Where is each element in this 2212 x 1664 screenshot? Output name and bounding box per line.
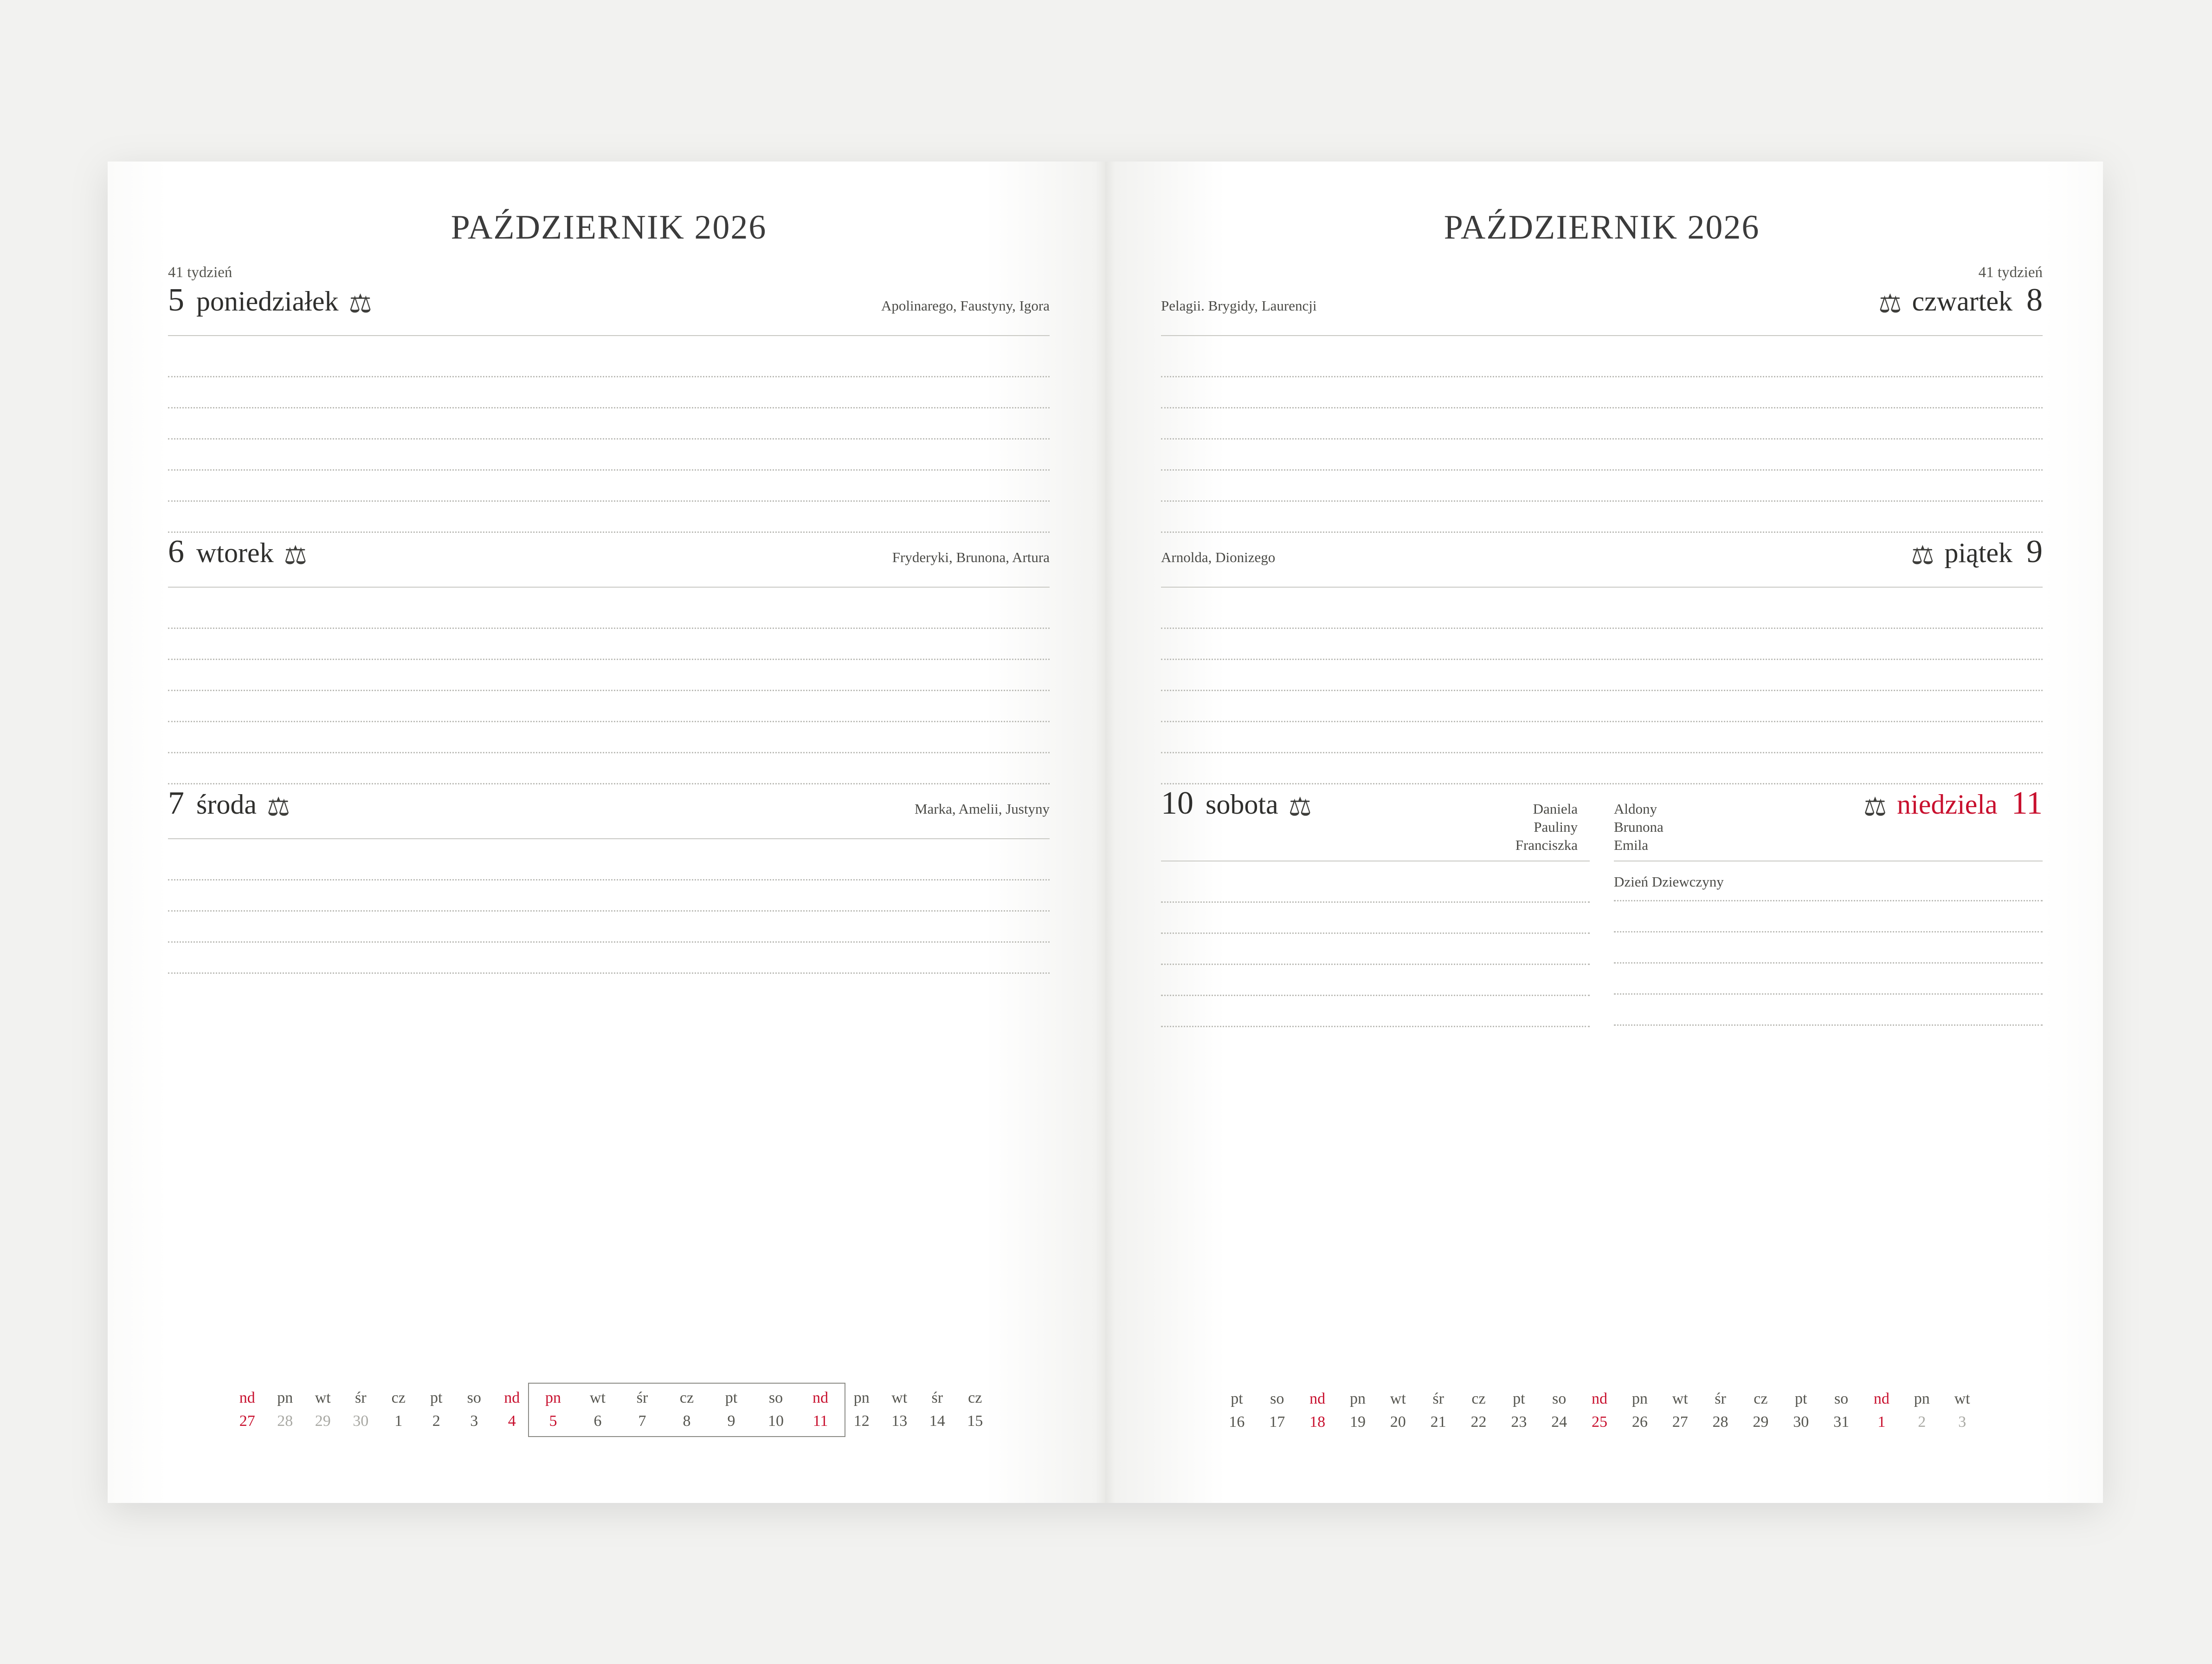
mini-calendar-day[interactable] bbox=[1257, 1387, 1297, 1433]
writing-line[interactable] bbox=[1161, 598, 2043, 629]
day-entry-saturday[interactable] bbox=[1161, 787, 1602, 1027]
mini-calendar-dow: cz bbox=[1754, 1390, 1768, 1408]
mini-calendar-date: 28 bbox=[1712, 1413, 1728, 1431]
mini-calendar-day[interactable] bbox=[1862, 1387, 1902, 1433]
mini-calendar-date: 30 bbox=[353, 1412, 369, 1430]
mini-calendar-dow: pt bbox=[1513, 1390, 1525, 1408]
day-name-thursday: czwartek bbox=[1912, 286, 2012, 317]
mini-calendar-dow: so bbox=[467, 1389, 481, 1407]
mini-calendar-day[interactable] bbox=[455, 1386, 493, 1433]
day-header-tuesday bbox=[168, 536, 1050, 588]
day-number-saturday: 10 bbox=[1161, 785, 1193, 821]
mini-calendar-day[interactable] bbox=[342, 1386, 380, 1433]
namedays-wednesday: Marka, Amelii, Justyny bbox=[914, 801, 1050, 817]
left-week-label-row bbox=[168, 264, 1050, 281]
mini-calendar-dow: śr bbox=[636, 1389, 648, 1407]
writing-line[interactable] bbox=[168, 943, 1050, 974]
namedays-tuesday: Fryderyki, Brunona, Artura bbox=[892, 549, 1050, 565]
mini-calendar-dow: wt bbox=[1390, 1390, 1406, 1408]
day-name-saturday: sobota bbox=[1206, 789, 1278, 820]
mini-calendar-day[interactable] bbox=[1458, 1387, 1499, 1433]
nameday-item: Emila bbox=[1614, 836, 1649, 853]
day-name-monday: poniedziałek bbox=[196, 286, 339, 317]
writing-lines-wednesday[interactable] bbox=[168, 839, 1050, 974]
mini-calendar-dow: śr bbox=[1715, 1390, 1726, 1408]
writing-line[interactable] bbox=[1161, 471, 2043, 502]
mini-calendar-dow: pn bbox=[1349, 1390, 1366, 1408]
nameday-item: Daniela bbox=[1533, 801, 1578, 817]
writing-line[interactable] bbox=[1161, 629, 2043, 660]
writing-line[interactable] bbox=[168, 722, 1050, 753]
nameday-item: Franciszka bbox=[1515, 836, 1578, 853]
mini-calendar-day[interactable] bbox=[1619, 1387, 1660, 1433]
mini-calendar-day[interactable] bbox=[1297, 1387, 1338, 1433]
mini-calendar-dow: cz bbox=[1471, 1390, 1486, 1408]
day-entry-friday[interactable] bbox=[1161, 536, 2043, 784]
writing-line[interactable] bbox=[168, 912, 1050, 943]
mini-calendar-dow: so bbox=[1834, 1390, 1849, 1408]
mini-calendar-day[interactable] bbox=[1418, 1387, 1458, 1433]
mini-calendar-current-week[interactable] bbox=[528, 1383, 845, 1437]
mini-calendar-day[interactable] bbox=[1741, 1387, 1781, 1433]
mini-calendar-dow: śr bbox=[931, 1389, 943, 1407]
writing-line[interactable] bbox=[168, 691, 1050, 722]
mini-calendar-day[interactable] bbox=[1539, 1387, 1580, 1433]
writing-line[interactable] bbox=[1161, 346, 2043, 377]
mini-calendar-date: 29 bbox=[1753, 1413, 1769, 1431]
nameday-item: Aldony bbox=[1614, 801, 1657, 817]
day-header-thursday bbox=[1161, 284, 2043, 336]
namedays-thursday: Pelagii. Brygidy, Laurencji bbox=[1161, 298, 1317, 314]
day-header-monday bbox=[168, 284, 1050, 336]
mini-calendar-dow: nd bbox=[1309, 1390, 1326, 1408]
mini-calendar-dow: pn bbox=[277, 1389, 293, 1407]
day-number-monday: 5 bbox=[168, 282, 184, 318]
writing-line[interactable] bbox=[168, 660, 1050, 691]
mini-calendar-date: 2 bbox=[432, 1412, 440, 1430]
writing-line[interactable] bbox=[1161, 440, 2043, 471]
day-name-friday: piątek bbox=[1944, 537, 2012, 568]
mini-calendar-date: 7 bbox=[638, 1412, 646, 1430]
mini-calendar-dow: so bbox=[768, 1389, 783, 1407]
mini-calendar-day[interactable] bbox=[843, 1386, 881, 1433]
mini-calendar-date: 11 bbox=[813, 1412, 828, 1430]
writing-line[interactable] bbox=[168, 753, 1050, 784]
mini-calendar-dow: cz bbox=[679, 1389, 694, 1407]
day-name-sunday: niedziela bbox=[1897, 789, 1998, 820]
scales-icon: ⚖ bbox=[1911, 541, 1935, 570]
mini-calendar-date: 26 bbox=[1632, 1413, 1648, 1431]
mini-calendar-date: 3 bbox=[470, 1412, 478, 1430]
day-header-saturday bbox=[1161, 787, 1590, 861]
writing-lines-monday[interactable] bbox=[168, 336, 1050, 533]
mini-calendar-dow: wt bbox=[315, 1389, 331, 1407]
mini-calendar-dow: so bbox=[1552, 1390, 1567, 1408]
mini-calendar-day[interactable] bbox=[266, 1386, 304, 1433]
mini-calendar-date: 16 bbox=[1229, 1413, 1245, 1431]
writing-line[interactable] bbox=[1161, 502, 2043, 533]
mini-calendar-date: 15 bbox=[967, 1412, 983, 1430]
mini-calendar-day[interactable] bbox=[1902, 1387, 1942, 1433]
planner-spread bbox=[108, 162, 2103, 1503]
scales-icon: ⚖ bbox=[284, 541, 307, 570]
scales-icon: ⚖ bbox=[348, 290, 372, 318]
mini-calendar-date: 2 bbox=[1918, 1413, 1926, 1431]
mini-calendar-day[interactable] bbox=[1580, 1387, 1620, 1433]
mini-calendar-date: 27 bbox=[1672, 1413, 1688, 1431]
mini-calendar-date: 28 bbox=[277, 1412, 293, 1430]
writing-line[interactable] bbox=[168, 849, 1050, 881]
mini-calendar-dow: pn bbox=[1632, 1390, 1648, 1408]
mini-calendar-day[interactable] bbox=[1942, 1387, 1982, 1433]
mini-calendar-day[interactable] bbox=[881, 1386, 919, 1433]
mini-calendar-dow: wt bbox=[891, 1389, 908, 1407]
day-entry-thursday[interactable] bbox=[1161, 284, 2043, 533]
right-month-title: PAŹDZIERNIK 2026 bbox=[1444, 208, 1760, 246]
mini-calendar-date: 1 bbox=[394, 1412, 403, 1430]
mini-calendar-dow: śr bbox=[355, 1389, 367, 1407]
writing-line[interactable] bbox=[1614, 932, 2043, 964]
writing-line[interactable] bbox=[168, 502, 1050, 533]
mini-calendar-day[interactable] bbox=[1781, 1387, 1821, 1433]
mini-calendar-day[interactable] bbox=[664, 1386, 709, 1432]
mini-calendar-day[interactable] bbox=[493, 1386, 531, 1433]
mini-calendar-dow: so bbox=[1270, 1390, 1284, 1408]
right-page bbox=[1105, 162, 2103, 1503]
day-number-friday: 9 bbox=[2026, 534, 2043, 570]
mini-calendar-day[interactable] bbox=[575, 1386, 620, 1432]
mini-calendar-date: 14 bbox=[929, 1412, 945, 1430]
writing-line[interactable] bbox=[1161, 408, 2043, 440]
day-header-friday bbox=[1161, 536, 2043, 588]
mini-calendar-day[interactable] bbox=[228, 1386, 266, 1433]
mini-calendar-dow: cz bbox=[391, 1389, 406, 1407]
mini-calendar-day[interactable] bbox=[1499, 1387, 1539, 1433]
left-page bbox=[108, 162, 1105, 1503]
writing-line[interactable] bbox=[168, 377, 1050, 408]
mini-calendar-dow: pt bbox=[1231, 1390, 1243, 1408]
mini-calendar-date: 24 bbox=[1551, 1413, 1567, 1431]
day-entry-monday[interactable] bbox=[168, 284, 1050, 533]
mini-calendar-date: 31 bbox=[1833, 1413, 1850, 1431]
mini-calendar-date: 25 bbox=[1592, 1413, 1608, 1431]
writing-line[interactable] bbox=[1161, 691, 2043, 722]
mini-calendar-dow: nd bbox=[1592, 1390, 1608, 1408]
mini-calendar-day[interactable] bbox=[620, 1386, 664, 1432]
mini-calendar-day[interactable] bbox=[956, 1386, 994, 1433]
namedays-saturday bbox=[1516, 800, 1578, 854]
mini-calendar-day[interactable] bbox=[304, 1386, 342, 1433]
writing-lines-tuesday[interactable] bbox=[168, 588, 1050, 784]
day-name-wednesday: środa bbox=[196, 789, 257, 820]
mini-calendar-date: 6 bbox=[593, 1412, 602, 1430]
writing-line[interactable] bbox=[168, 598, 1050, 629]
nameday-item: Brunona bbox=[1614, 818, 1664, 835]
left-month-title: PAŹDZIERNIK 2026 bbox=[451, 208, 767, 246]
day-header-wednesday bbox=[168, 787, 1050, 839]
namedays-monday: Apolinarego, Faustyny, Igora bbox=[881, 298, 1050, 314]
scales-icon: ⚖ bbox=[266, 793, 290, 822]
writing-line[interactable] bbox=[168, 629, 1050, 660]
mini-calendar-dow: wt bbox=[1672, 1390, 1688, 1408]
writing-line[interactable] bbox=[1614, 901, 2043, 932]
mini-calendar-dow: pt bbox=[1795, 1390, 1807, 1408]
mini-calendar-date: 27 bbox=[239, 1412, 255, 1430]
mini-calendar-date: 29 bbox=[315, 1412, 331, 1430]
mini-calendar-dow: wt bbox=[590, 1389, 606, 1407]
day-name-tuesday: wtorek bbox=[196, 537, 274, 568]
mini-calendar-date: 19 bbox=[1349, 1413, 1366, 1431]
writing-line[interactable] bbox=[1161, 996, 1590, 1027]
mini-calendar-date: 17 bbox=[1269, 1413, 1285, 1431]
mini-calendar-date: 12 bbox=[853, 1412, 870, 1430]
writing-line[interactable] bbox=[1161, 722, 2043, 753]
writing-line[interactable] bbox=[1161, 872, 1590, 903]
mini-calendar-day[interactable] bbox=[709, 1386, 754, 1432]
day-entry-tuesday[interactable] bbox=[168, 536, 1050, 784]
mini-calendar-dow: pt bbox=[725, 1389, 738, 1407]
mini-calendar-date: 23 bbox=[1511, 1413, 1527, 1431]
writing-line[interactable] bbox=[1161, 660, 2043, 691]
scales-icon: ⚖ bbox=[1288, 793, 1312, 822]
writing-line[interactable] bbox=[1614, 995, 2043, 1026]
writing-line[interactable] bbox=[1161, 753, 2043, 784]
writing-line[interactable] bbox=[1614, 964, 2043, 995]
mini-calendar-date: 30 bbox=[1793, 1413, 1809, 1431]
weekend-block[interactable] bbox=[1161, 787, 2043, 1027]
mini-calendar-dow: pn bbox=[545, 1389, 561, 1407]
mini-calendar-day[interactable] bbox=[918, 1386, 956, 1433]
writing-line[interactable] bbox=[168, 440, 1050, 471]
writing-line[interactable] bbox=[1161, 377, 2043, 408]
writing-lines-saturday[interactable] bbox=[1161, 861, 1590, 1027]
mini-calendar-date: 5 bbox=[549, 1412, 557, 1430]
mini-calendar-date: 13 bbox=[891, 1412, 908, 1430]
namedays-sunday bbox=[1614, 800, 1664, 854]
sunday-event-line[interactable]: Dzień Dziewczyny bbox=[1614, 872, 2043, 901]
day-number-sunday: 11 bbox=[2011, 785, 2043, 821]
day-number-tuesday: 6 bbox=[168, 534, 184, 570]
mini-calendar-date: 4 bbox=[508, 1412, 516, 1430]
writing-lines-sunday[interactable] bbox=[1614, 861, 2043, 1026]
mini-calendar-date: 3 bbox=[1958, 1413, 1967, 1431]
writing-line[interactable] bbox=[168, 346, 1050, 377]
mini-calendar-day[interactable] bbox=[1338, 1387, 1378, 1433]
writing-line[interactable] bbox=[168, 471, 1050, 502]
mini-calendar-dow: wt bbox=[1954, 1390, 1970, 1408]
mini-calendar-day[interactable] bbox=[531, 1386, 575, 1432]
scales-icon: ⚖ bbox=[1878, 290, 1902, 318]
mini-calendar-dow: nd bbox=[504, 1389, 520, 1407]
mini-calendar-day[interactable] bbox=[798, 1386, 843, 1432]
mini-calendar-date: 20 bbox=[1390, 1413, 1406, 1431]
mini-calendar-dow: nd bbox=[1873, 1390, 1890, 1408]
mini-calendar-dow: śr bbox=[1432, 1390, 1444, 1408]
writing-lines-thursday[interactable] bbox=[1161, 336, 2043, 533]
mini-calendar-date: 8 bbox=[683, 1412, 691, 1430]
nameday-item: Pauliny bbox=[1534, 818, 1578, 835]
mini-calendar-day[interactable] bbox=[1217, 1387, 1257, 1433]
mini-calendar-date: 21 bbox=[1430, 1413, 1446, 1431]
mini-calendar-dow: pn bbox=[853, 1389, 870, 1407]
mini-calendar-day[interactable] bbox=[1378, 1387, 1418, 1433]
day-entry-sunday[interactable] bbox=[1602, 787, 2043, 1027]
writing-line[interactable] bbox=[1161, 903, 1590, 934]
scales-icon: ⚖ bbox=[1863, 793, 1887, 822]
writing-lines-friday[interactable] bbox=[1161, 588, 2043, 784]
mini-calendar-left[interactable] bbox=[228, 1386, 994, 1433]
writing-line[interactable] bbox=[168, 408, 1050, 440]
mini-calendar-date: 9 bbox=[727, 1412, 735, 1430]
mini-calendar-day[interactable] bbox=[754, 1386, 798, 1432]
mini-calendar-day[interactable] bbox=[380, 1386, 418, 1433]
day-entry-wednesday[interactable] bbox=[168, 787, 1050, 974]
mini-calendar-day[interactable] bbox=[418, 1386, 456, 1433]
day-header-sunday bbox=[1614, 787, 2043, 861]
mini-calendar-date: 10 bbox=[768, 1412, 784, 1430]
writing-line[interactable] bbox=[168, 881, 1050, 912]
mini-calendar-dow: cz bbox=[968, 1389, 982, 1407]
mini-calendar-date: 18 bbox=[1309, 1413, 1326, 1431]
left-week-label: 41 tydzień bbox=[168, 264, 232, 281]
mini-calendar-date: 1 bbox=[1877, 1413, 1886, 1431]
day-number-wednesday: 7 bbox=[168, 785, 184, 821]
mini-calendar-dow: pt bbox=[430, 1389, 443, 1407]
mini-calendar-date: 22 bbox=[1470, 1413, 1487, 1431]
day-number-thursday: 8 bbox=[2026, 282, 2043, 318]
right-week-label: 41 tydzień bbox=[1978, 264, 2043, 281]
mini-calendar-day[interactable] bbox=[1700, 1387, 1741, 1433]
mini-calendar-right[interactable] bbox=[1217, 1387, 1982, 1433]
mini-calendar-dow: nd bbox=[239, 1389, 255, 1407]
mini-calendar-day[interactable] bbox=[1821, 1387, 1862, 1433]
writing-line[interactable] bbox=[1161, 965, 1590, 996]
namedays-friday: Arnolda, Dionizego bbox=[1161, 549, 1276, 565]
mini-calendar-dow: nd bbox=[813, 1389, 828, 1407]
mini-calendar-dow: pn bbox=[1914, 1390, 1930, 1408]
right-week-label-row bbox=[1161, 264, 2043, 281]
mini-calendar-day[interactable] bbox=[1660, 1387, 1700, 1433]
writing-line[interactable] bbox=[1161, 934, 1590, 965]
